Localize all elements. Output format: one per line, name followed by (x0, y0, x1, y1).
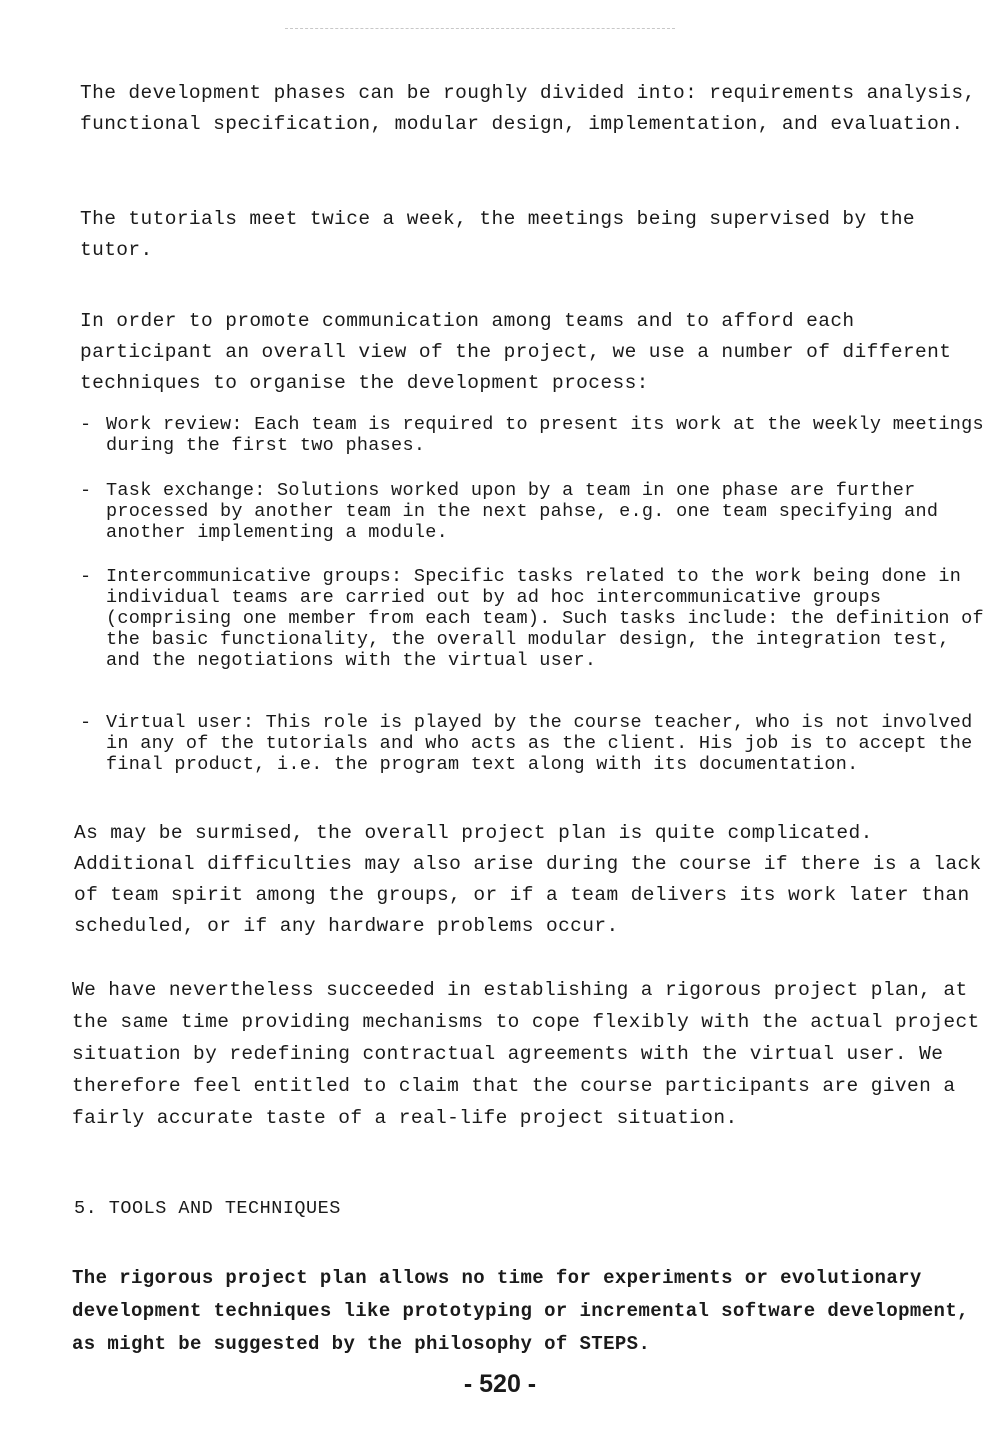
paragraph-communication: In order to promote communication among teams and to afford each participant an overall view of the project, we use a number of different techniques to organise the development process: (80, 310, 952, 394)
page-number: - 520 - (463, 1370, 537, 1398)
bullet-text: Task exchange: Solutions worked upon by a team in one phase are further processed by another team in the next pahse, e.g. one team specifying and another implementing a module. (106, 480, 939, 543)
bullet-text: Intercommunicative groups: Specific tasks related to the work being done in individual teams are carried out by ad hoc intercommunicative groups (comprising one member from each team). Such tasks include: the definition of the basic functionality, the overall modular design, the integration test, and the negotiations with the virtual user. (106, 566, 984, 671)
bullet-dash: - (80, 712, 92, 733)
paragraph-surmised: As may be surmised, the overall project plan is quite complicated. Additional difficulties may also arise during the course if there is a lack of team spirit among the groups, or if a team delivers its work later than scheduled, or if any hardware problems occur. (74, 822, 982, 937)
paragraph-development-phases: The development phases can be roughly divided into: requirements analysis, functional specification, modular design, implementation, and evaluation. (80, 82, 976, 135)
bullet-intercommunicative-groups (80, 566, 985, 671)
paragraph-tools-techniques: The rigorous project plan allows no time for experiments or evolutionary development techniques like prototyping or incremental software development, as might be suggested by the philosophy of STEPS. (72, 1267, 969, 1355)
bullet-dash: - (80, 414, 92, 435)
paragraph-tutorials: The tutorials meet twice a week, the meetings being supervised by the tutor. (80, 208, 916, 261)
bullet-virtual-user (80, 712, 985, 775)
bullet-dash: - (80, 566, 92, 587)
bullet-text: Work review: Each team is required to present its work at the weekly meetings during the first two phases. (106, 414, 984, 456)
bullet-task-exchange (80, 480, 985, 543)
bullet-text: Virtual user: This role is played by the course teacher, who is not involved in any of the tutorials and who acts as the client. His job is to accept the final product, i.e. the program text along with its documentation. (106, 712, 973, 775)
section-heading: 5. TOOLS AND TECHNIQUES (74, 1198, 341, 1219)
paragraph-nevertheless: We have nevertheless succeeded in establishing a rigorous project plan, at the same time providing mechanisms to cope flexibly with the actual project situation by redefining contractual agreements with the virtual user. We therefore feel entitled to claim that the course participants are given a fairly accurate taste of a real-life project situation. (72, 979, 980, 1129)
scan-artifact-marks (285, 28, 675, 33)
bullet-dash: - (80, 480, 92, 501)
bullet-work-review (80, 414, 985, 456)
